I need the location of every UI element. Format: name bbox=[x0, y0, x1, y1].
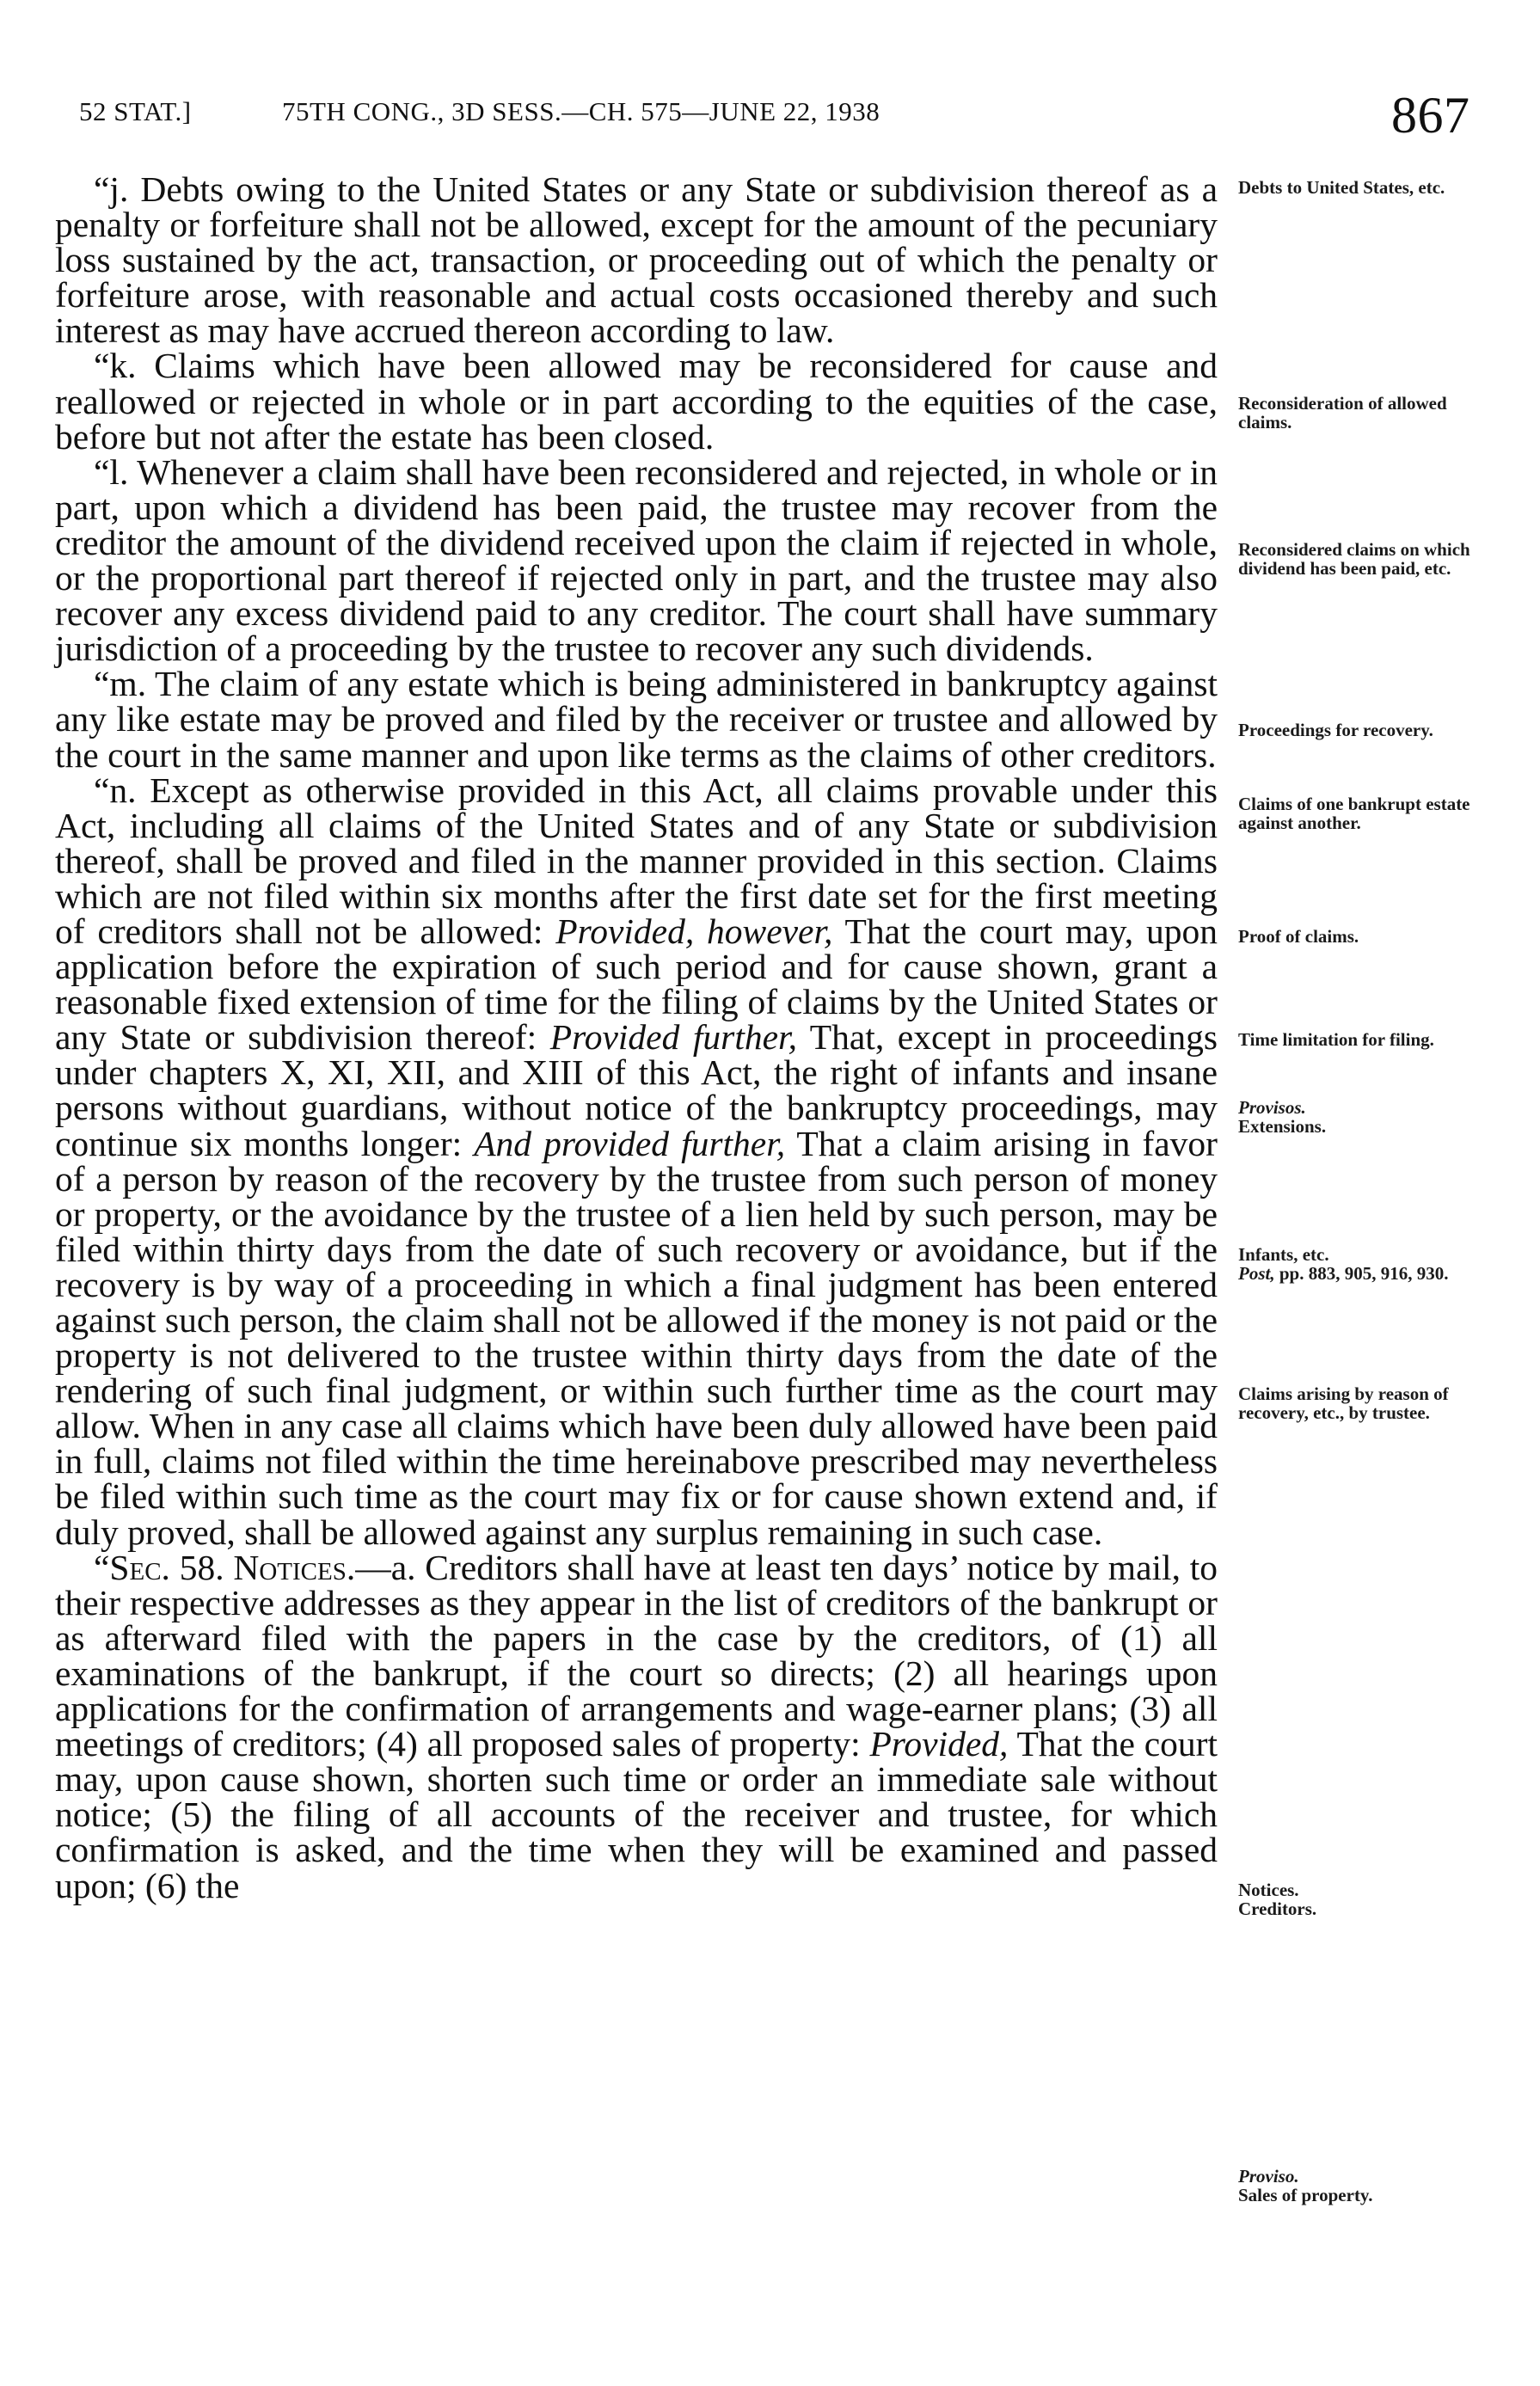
paragraph-n-part-3: That, except in proceedings under chapters X, XI, XII, and XIII of this Act, the right of infants and insane persons without guardians, without notice of the bankruptcy proceedings, may continue six months longer: bbox=[55, 1017, 1218, 1163]
paragraph-n bbox=[55, 770, 1218, 1552]
sidenote-claims-one-estate: Claims of one bankrupt estate against another. bbox=[1238, 794, 1470, 833]
section-58-paragraph bbox=[55, 1547, 1218, 1905]
sidenote-infants: Infants, etc. Post, pp. 883, 905, 916, 930. bbox=[1238, 1244, 1449, 1284]
paragraph-j: “j. Debts owing to the United States or any State or subdivision thereof as a penalty or forfeiture shall not be allowed, except for the amount of the pecuniary loss sustained by the act, transaction, or proceeding out of which the penalty or forfeiture arose, with reasonable and actual costs occasioned thereby and such interest as may have accrued thereon according to law. bbox=[55, 169, 1218, 351]
sidenote-provisos: Provisos. Extensions. bbox=[1238, 1097, 1327, 1137]
proviso-phrase: And provided further, bbox=[474, 1123, 786, 1163]
paragraph-m: “m. The claim of any estate which is being administered in bankruptcy against any like estate may be proved and filed by the receiver or trustee and allowed by the court in the same manner and upon like terms as the claims of other creditors. bbox=[55, 664, 1218, 775]
running-head-title: 75TH CONG., 3D SESS.—CH. 575—JUNE 22, 1938 bbox=[282, 96, 880, 126]
paragraph-k: “k. Claims which have been allowed may be reconsidered for cause and reallowed or rejected in whole or in part according to the equities of the case, before but not after the estate has been closed. bbox=[55, 346, 1218, 457]
page-number: 867 bbox=[1391, 87, 1470, 144]
proviso-phrase: Provided, bbox=[869, 1724, 1009, 1764]
paragraph-n-part-2: That the court may, upon application before the expiration of such period and for cause shown, grant a reasonable fixed extension of time for the filing of claims by the United States or any State or subdivision thereof: bbox=[55, 911, 1218, 1058]
sidenote-notices: Notices. Creditors. bbox=[1238, 1880, 1317, 1919]
section-58-part-1: —a. Creditors shall have at least ten days’ notice by mail, to their respective addresses as they appear in the list of creditors of the bankrupt or as afterward filed with the papers in the case by the creditors, of (1) all examinations of the bankrupt, if the court so directs; (2) all hearings upon applications for the confirmation of arrangements and wage-earner plans; (3) all meetings of creditors; (4) all proposed sales of property: bbox=[55, 1547, 1218, 1764]
sidenote-time-limitation: Time limitation for filing. bbox=[1238, 1029, 1434, 1050]
sidenote-debts: Debts to United States, etc. bbox=[1238, 177, 1445, 198]
sidenote-reconsidered-claims: Reconsidered claims on which dividend has been paid, etc. bbox=[1238, 539, 1470, 579]
section-58-part-2: That the court may, upon cause shown, shorten such time or order an immediate sale without notice; (5) the filing of all accounts of the receiver and trustee, for which confirmation is asked, and the time when they will be examined and passed upon; (6) the bbox=[55, 1724, 1218, 1905]
sidenote-proviso-sales: Proviso. Sales of property. bbox=[1238, 2166, 1373, 2205]
paragraph-l: “l. Whenever a claim shall have been reconsidered and rejected, in whole or in part, upon which a dividend has been paid, the trustee may recover from the creditor the amount of the dividend received upon the claim if rejected in whole, or the proportional part thereof if rejected only in part, and the trustee may also recover any excess dividend paid to any creditor. The court shall have summary jurisdiction of a proceeding by the trustee to recover any such dividends. bbox=[55, 451, 1218, 669]
section-58-heading: “Sec. 58. Notices. bbox=[94, 1547, 356, 1587]
sidenote-reconsideration: Reconsideration of allowed claims. bbox=[1238, 393, 1447, 432]
sidenote-proof-of-claims: Proof of claims. bbox=[1238, 926, 1359, 947]
running-head-citation: 52 STAT.] bbox=[79, 96, 192, 126]
statute-text bbox=[55, 169, 1218, 1905]
paragraph-n-part-4: That a claim arising in favor of a person by reason of the recovery by the trustee from such person of money or property, or the avoidance by the trustee of a lien held by such person, may be filed within thirty days from the date of such recovery or avoidance, but if the recovery is by way of a proceeding in which a final judgment has been entered against such person, the claim shall not be allowed if the money is not paid or the property is not delivered to the trustee within thirty days from the date of the rendering of such final judgment, or within such further time as the court may allow. When in any case all claims which have been duly allowed have been paid in full, claims not filed within the time hereinabove prescribed may nevertheless be filed within such time as the court may fix or for cause shown extend and, if duly proved, shall be allowed against any surplus remaining in such case. bbox=[55, 1123, 1218, 1552]
proviso-phrase: Provided, however, bbox=[555, 911, 833, 951]
sidenote-claims-arising: Claims arising by reason of recovery, etc., by trustee. bbox=[1238, 1383, 1449, 1423]
proviso-phrase: Provided further, bbox=[549, 1017, 797, 1058]
sidenote-proceedings-recovery: Proceedings for recovery. bbox=[1238, 720, 1433, 740]
paragraph-n-part-1: “n. Except as otherwise provided in this Act, all claims provable under this Act, including all claims of the United States and of any State or subdivision thereof, shall be proved and filed in the manner provided in this section. Claims which are not filed within six months after the first date set for the first meeting of creditors shall not be allowed: bbox=[55, 770, 1218, 951]
